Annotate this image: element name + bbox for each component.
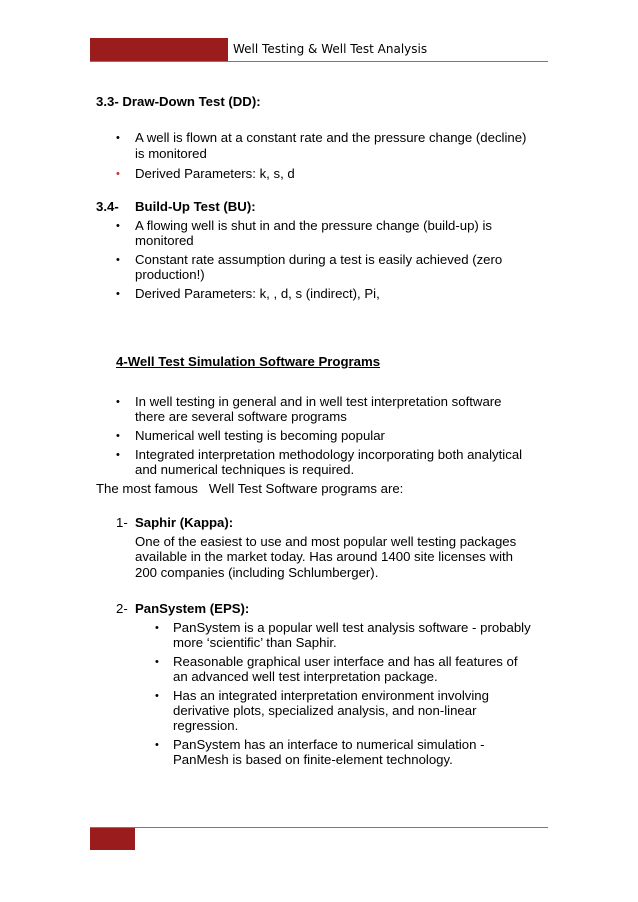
pansystem-b1-line2: more ‘scientific’ than Saphir. (173, 635, 337, 650)
bullet-icon: • (155, 739, 159, 751)
pansystem-b3-line1: Has an integrated interpretation environment involving (173, 688, 489, 703)
bullet-icon: • (116, 220, 120, 232)
section-dd-heading: 3.3- Draw-Down Test (DD): (96, 94, 261, 109)
bullet-icon: • (116, 254, 120, 266)
saphir-line2: available in the market today. Has around 1400 site licenses with (135, 549, 514, 564)
bullet-icon: • (155, 656, 159, 668)
sw-item3-line1: Integrated interpretation methodology incorporating both analytical (135, 447, 523, 462)
header-title: Well Testing & Well Test Analysis (233, 42, 428, 56)
section-bu-number: 3.4- (96, 199, 119, 214)
bu-item1-line2: monitored (135, 233, 194, 248)
saphir-number: 1- (116, 515, 128, 530)
saphir-title: Saphir (Kappa): (135, 515, 234, 530)
bullet-icon: • (116, 288, 120, 300)
bu-item1-line1: A flowing well is shut in and the pressure change (build-up) is (135, 218, 492, 233)
footer-accent-bar (90, 828, 135, 850)
saphir-line1: One of the easiest to use and most popular well testing packages (135, 534, 517, 549)
pansystem-b2-line1: Reasonable graphical user interface and has all features of (173, 654, 518, 669)
pansystem-b4-line1: PanSystem has an interface to numerical simulation - (173, 737, 485, 752)
pansystem-title: PanSystem (EPS): (135, 601, 250, 616)
bullet-icon: • (116, 168, 120, 180)
bullet-icon: • (116, 449, 120, 461)
pansystem-b2-line2: an advanced well test interpretation package. (173, 669, 438, 684)
pansystem-b1-line1: PanSystem is a popular well test analysis software - probably (173, 620, 531, 635)
sw-item1-line1: In well testing in general and in well test interpretation software (135, 394, 502, 409)
bullet-icon: • (155, 622, 159, 634)
section-software-heading: 4-Well Test Simulation Software Programs (116, 354, 381, 369)
pansystem-b3-line2: derivative plots, specialized analysis, and non-linear (173, 703, 477, 718)
dd-item2: Derived Parameters: k, s, d (135, 166, 295, 181)
header-rule (90, 61, 548, 62)
bu-item3: Derived Parameters: k, , d, s (indirect), Pi, (135, 286, 380, 301)
section-bu-heading: Build-Up Test (BU): (135, 199, 256, 214)
sw-intro: The most famous Well Test Software programs are: (96, 481, 404, 496)
pansystem-number: 2- (116, 601, 128, 616)
sw-item3-line2: and numerical techniques is required. (135, 462, 355, 477)
bu-item2-line1: Constant rate assumption during a test is easily achieved (zero (135, 252, 503, 267)
bu-item2-line2: production!) (135, 267, 205, 282)
bullet-icon: • (116, 396, 120, 408)
footer-rule (90, 827, 548, 828)
bullet-icon: • (116, 132, 120, 144)
saphir-line3: 200 companies (including Schlumberger). (135, 565, 379, 580)
dd-item1-line1: A well is flown at a constant rate and the pressure change (decline) (135, 130, 527, 145)
bullet-icon: • (155, 690, 159, 702)
sw-item2: Numerical well testing is becoming popular (135, 428, 385, 443)
dd-item1-line2: is monitored (135, 146, 207, 161)
pansystem-b4-line2: PanMesh is based on finite-element technology. (173, 752, 453, 767)
pansystem-b3-line3: regression. (173, 718, 239, 733)
sw-item1-line2: there are several software programs (135, 409, 347, 424)
header-accent-bar (90, 38, 228, 61)
bullet-icon: • (116, 430, 120, 442)
